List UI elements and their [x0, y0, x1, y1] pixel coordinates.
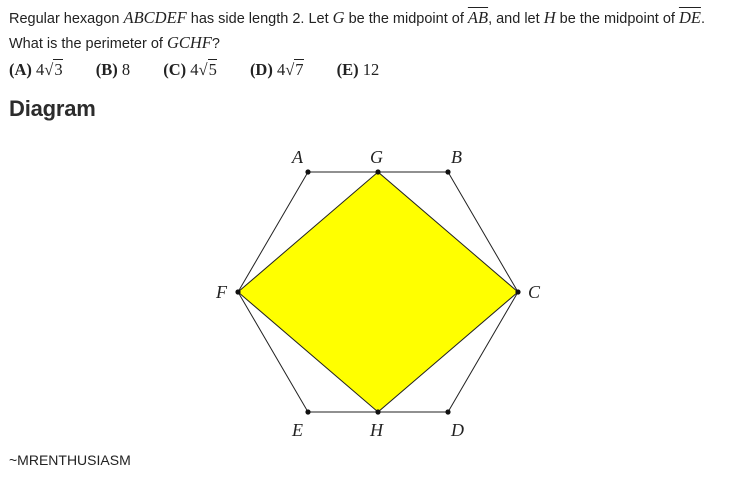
label-c: C	[528, 282, 541, 302]
label-h: H	[370, 420, 383, 440]
point-g	[375, 169, 380, 174]
point-a	[305, 169, 310, 174]
quadrilateral-gchf	[238, 172, 518, 412]
point-e	[305, 409, 310, 414]
point-f	[235, 289, 240, 294]
problem-text: be the midpoint of	[555, 11, 679, 27]
point-g-text: G	[332, 8, 345, 27]
problem-text: Regular hexagon	[9, 11, 124, 27]
point-d	[445, 409, 450, 414]
problem-statement	[9, 6, 737, 56]
segment-de: $\overline{DE}$	[678, 8, 701, 27]
problem-text: ?	[211, 36, 220, 52]
choice-a: (A) 4√3	[9, 60, 63, 79]
label-d: D	[451, 420, 464, 440]
hexagon-name: ABCDEF	[123, 8, 187, 27]
label-e: E	[292, 420, 303, 440]
point-b	[445, 169, 450, 174]
problem-text: , and let	[488, 11, 544, 27]
problem-text: . What is the perimeter of	[9, 11, 705, 52]
point-c	[515, 289, 520, 294]
choice-b: (B) 8	[95, 60, 131, 79]
label-f: F	[216, 282, 227, 302]
point-h	[375, 409, 380, 414]
choice-e: (E) 12	[336, 60, 380, 79]
point-h-text: H	[543, 8, 556, 27]
problem-text: has side length 2. Let	[186, 11, 333, 27]
label-b: B	[451, 147, 462, 167]
choice-d: (D) 4√7	[249, 60, 304, 79]
label-a: A	[292, 147, 303, 167]
section-heading: Diagram	[9, 96, 96, 121]
answer-choices	[9, 60, 408, 80]
hexagon-diagram	[200, 140, 560, 445]
segment-ab: $\overline{AB}$	[467, 8, 489, 27]
choice-c: (C) 4√5	[163, 60, 217, 79]
author-credit: ~MRENTHUSIASM	[9, 452, 131, 468]
problem-text: be the midpoint of	[344, 11, 468, 27]
label-g: G	[370, 147, 383, 167]
quadrilateral-name: GCHF	[166, 33, 212, 52]
